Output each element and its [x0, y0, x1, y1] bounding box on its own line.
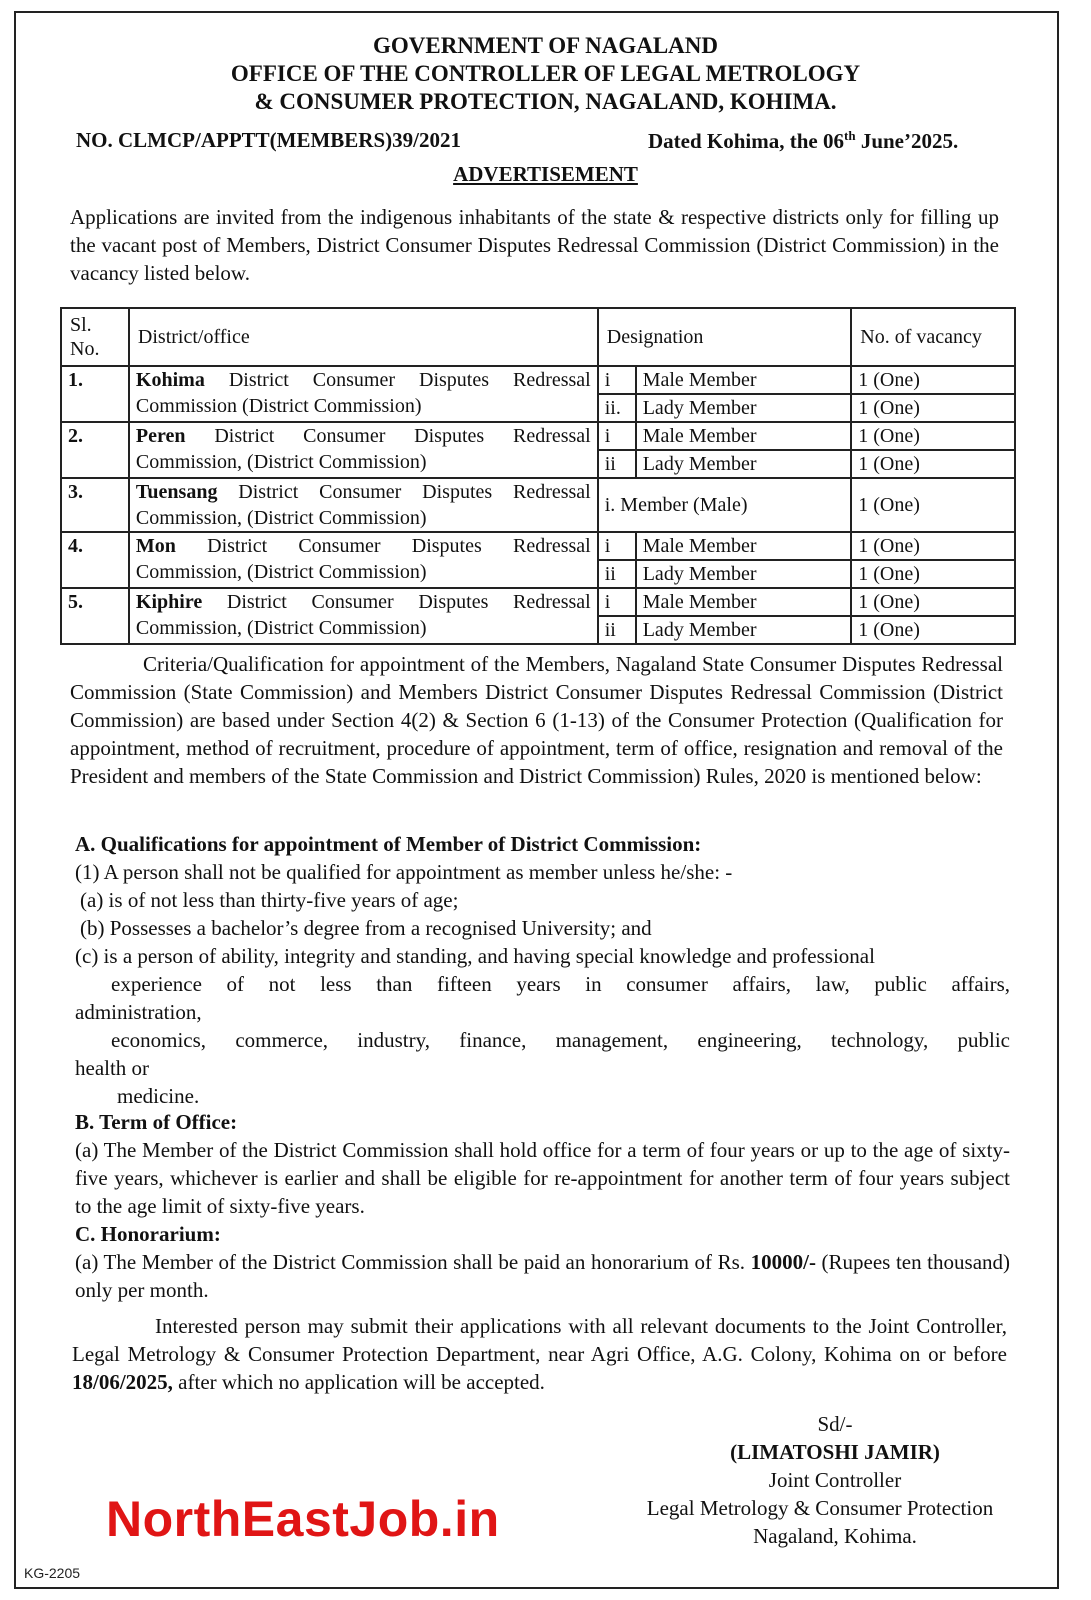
row-sl: 1.	[61, 366, 129, 422]
section-a-item-c-cont: administration,	[75, 1000, 202, 1024]
section-a-heading: A. Qualifications for appointment of Member of District Commission:	[75, 832, 702, 856]
section-a-item-c-cont: health or	[75, 1056, 150, 1080]
header-line-3: & CONSUMER PROTECTION, NAGALAND, KOHIMA.	[254, 89, 837, 114]
row-sub-num: i	[598, 422, 636, 450]
row-sl: 4.	[61, 532, 129, 588]
section-b-heading: B. Term of Office:	[75, 1110, 238, 1134]
row-district: Mon District Consumer Disputes Redressal Commission, (District Commission)	[129, 532, 598, 588]
header-line-1: GOVERNMENT OF NAGALAND	[372, 33, 718, 58]
row-vacancy: 1 (One)	[851, 616, 1015, 644]
header-sl: Sl. No.	[61, 308, 129, 366]
section-b-text: (a) The Member of the District Commission shall hold office for a term of four years or up to the age of sixty-five years, whichever is earlier and shall be eligible for re-appointment for another term of four years subject to the age limit of sixty-five years.	[75, 1138, 1010, 1218]
criteria-paragraph: Criteria/Qualification for appointment of the Members, Nagaland State Consumer Disputes Redressal Commission (State Commission) and Members District Consumer Disputes Redressal Commission (District Commission) are based under Section 4(2) & Section 6 (1-13) of the Consumer Protection (Qualification for appointment, method of recruitment, procedure of appointment, term of office, resignation and removal of the President and members of the State Commission and District Commission) Rules, 2020 is mentioned below:	[70, 652, 1003, 788]
closing-paragraph: Interested person may submit their applications with all relevant documents to the Joint Controller, Legal Metrology & Consumer Protection Department, near Agri Office, A.G. Colony, Kohima on or before 18/06/2025, after which no application will be accepted.	[72, 1314, 1007, 1394]
signatory-title: Joint Controller	[768, 1468, 902, 1492]
row-sub-num: i	[598, 588, 636, 616]
section-b	[75, 1108, 1010, 1220]
signatory-place: Nagaland, Kohima.	[753, 1524, 917, 1548]
row-district: Kohima District Consumer Disputes Redressal Commission (District Commission)	[129, 366, 598, 422]
section-a	[75, 830, 1010, 1110]
row-sub-num: ii.	[598, 394, 636, 422]
header-district: District/office	[129, 308, 598, 366]
intro-paragraph: Applications are invited from the indigenous inhabitants of the state & respective districts only for filling up the vacant post of Members, District Consumer Disputes Redressal Commission (District Commission) in the vacancy listed below.	[70, 205, 999, 285]
table-row	[61, 422, 1015, 450]
section-a-item-a: (a) is of not less than thirty-five years of age;	[80, 888, 459, 912]
vacancy-table	[60, 307, 1016, 645]
row-vacancy: 1 (One)	[851, 560, 1015, 588]
row-designation: Male Member	[636, 366, 852, 394]
section-a-item-c: (c) is a person of ability, integrity and standing, and having special knowledge and professional	[75, 944, 875, 968]
row-vacancy: 1 (One)	[851, 450, 1015, 478]
row-designation: Lady Member	[636, 560, 852, 588]
reference-number: NO. CLMCP/APPTT(MEMBERS)39/2021	[76, 128, 461, 152]
row-sub-num: i	[598, 366, 636, 394]
document-code: KG-2205	[24, 1565, 81, 1581]
table-row	[61, 366, 1015, 394]
signature-sd: Sd/-	[817, 1412, 853, 1436]
section-a-item-c-cont: medicine.	[117, 1084, 200, 1108]
row-district: Tuensang District Consumer Disputes Redressal Commission, (District Commission)	[129, 478, 598, 532]
row-sub-num: i	[598, 532, 636, 560]
row-sl: 3.	[61, 478, 129, 532]
table-row	[61, 588, 1015, 616]
row-district: Kiphire District Consumer Disputes Redressal Commission, (District Commission)	[129, 588, 598, 644]
section-c-text: (a) The Member of the District Commission shall be paid an honorarium of Rs. 10000/- (Rupees ten thousand) only per month.	[75, 1250, 1011, 1302]
row-sl: 2.	[61, 422, 129, 478]
row-vacancy: 1 (One)	[851, 532, 1015, 560]
row-vacancy: 1 (One)	[851, 394, 1015, 422]
row-vacancy: 1 (One)	[851, 366, 1015, 394]
row-vacancy: 1 (One)	[851, 422, 1015, 450]
row-sub-num: ii	[598, 616, 636, 644]
table-header-row	[61, 308, 1015, 366]
row-designation: Male Member	[636, 422, 852, 450]
table-row	[61, 532, 1015, 560]
header-line-2: OFFICE OF THE CONTROLLER OF LEGAL METROLOGY	[230, 61, 861, 86]
signatory-department: Legal Metrology & Consumer Protection	[646, 1496, 994, 1520]
row-sl: 5.	[61, 588, 129, 644]
row-designation: Lady Member	[636, 394, 852, 422]
section-c	[75, 1220, 1010, 1304]
section-a-clause-1: (1) A person shall not be qualified for appointment as member unless he/she: -	[75, 860, 733, 884]
header-designation: Designation	[598, 308, 852, 366]
row-sub-num: ii	[598, 450, 636, 478]
row-district: Peren District Consumer Disputes Redressal Commission, (District Commission)	[129, 422, 598, 478]
row-designation: i. Member (Male)	[598, 478, 852, 532]
advertisement-title: ADVERTISEMENT	[453, 162, 638, 186]
section-c-heading: C. Honorarium:	[75, 1222, 221, 1246]
signatory-name: (LIMATOSHI JAMIR)	[730, 1440, 940, 1464]
watermark-logo: NorthEastJob.in	[106, 1491, 500, 1547]
row-designation: Male Member	[636, 532, 852, 560]
section-a-item-c-cont: economics, commerce, industry, finance, management, engineering, technology, public	[111, 1028, 1010, 1052]
row-designation: Lady Member	[636, 616, 852, 644]
section-a-item-b: (b) Possesses a bachelor’s degree from a recognised University; and	[80, 916, 652, 940]
row-designation: Male Member	[636, 588, 852, 616]
header-vacancy: No. of vacancy	[851, 308, 1015, 366]
row-vacancy: 1 (One)	[851, 588, 1015, 616]
section-a-item-c-cont: experience of not less than fifteen years in consumer affairs, law, public affairs,	[111, 972, 1010, 996]
row-sub-num: ii	[598, 560, 636, 588]
table-row	[61, 478, 1015, 532]
row-designation: Lady Member	[636, 450, 852, 478]
row-vacancy: 1 (One)	[851, 478, 1015, 532]
dated-line: Dated Kohima, the 06th June’2025.	[648, 128, 959, 153]
